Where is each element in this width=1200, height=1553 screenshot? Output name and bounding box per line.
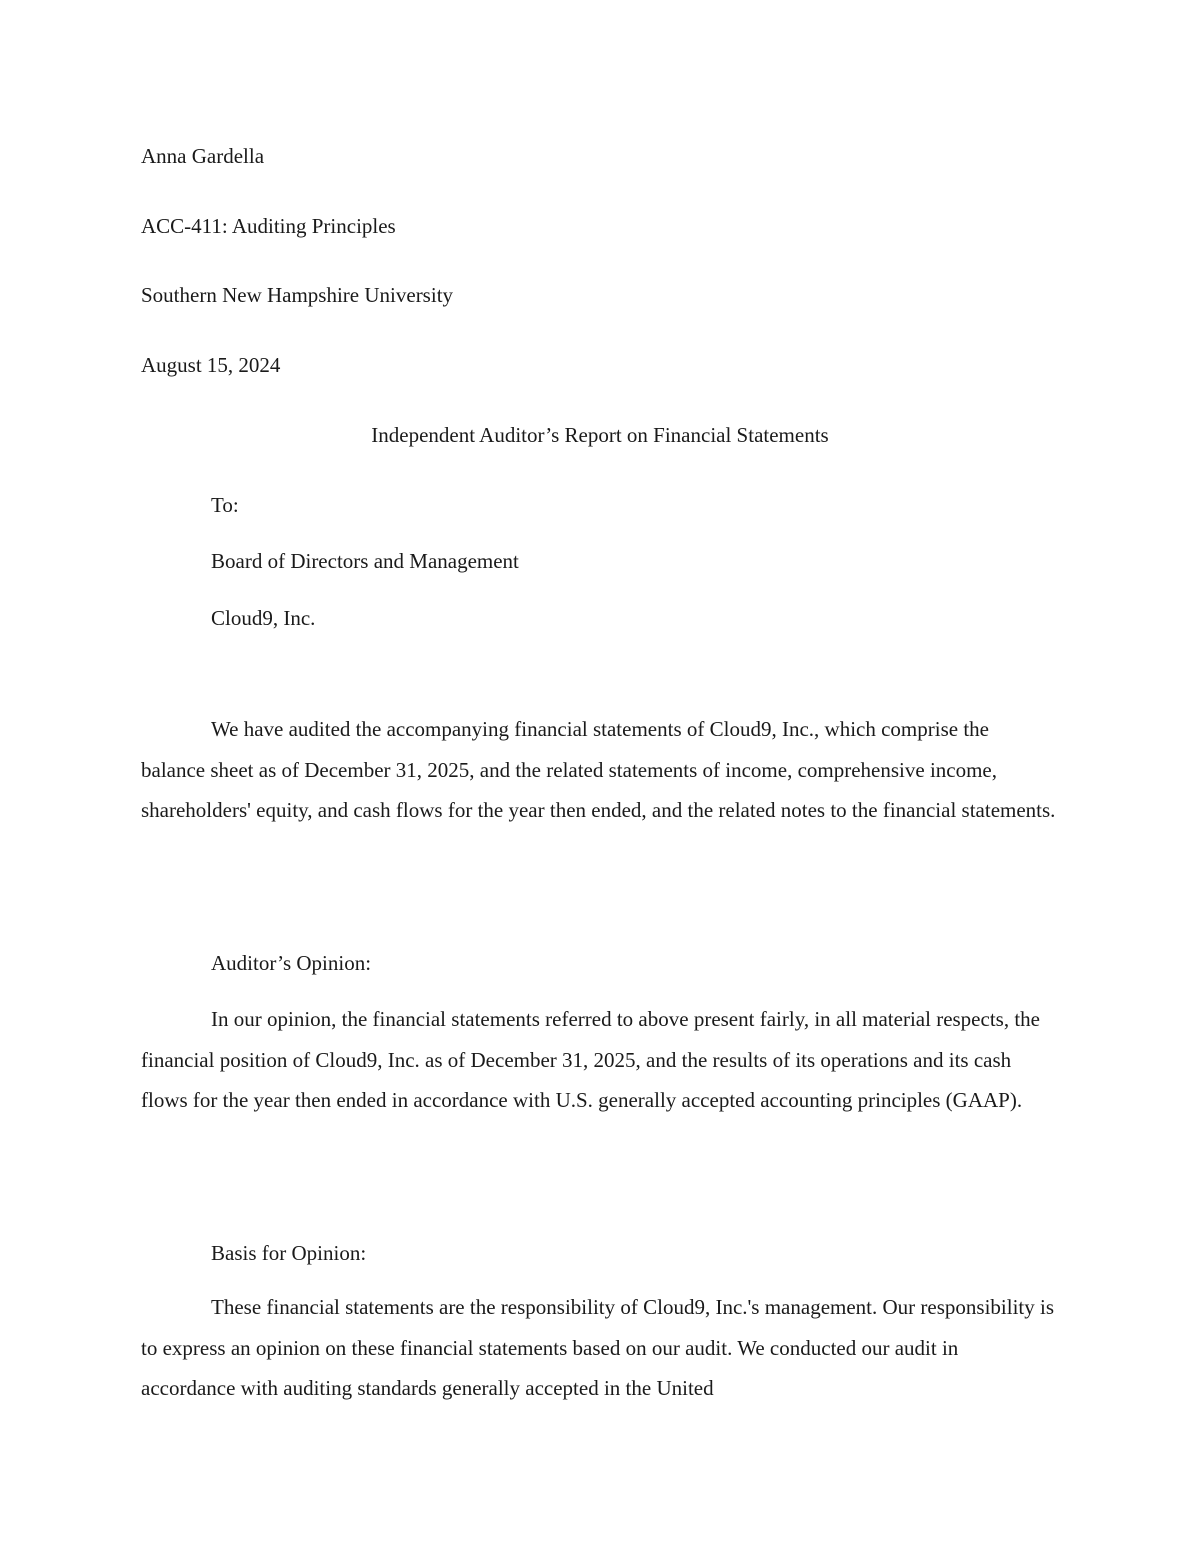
basis-paragraph: These financial statements are the responsibility of Cloud9, Inc.'s management. Our responsibility is to express an opinion on these financial statements based on our audit. We conducted our audit in accordance with auditing standards generally accepted in the United bbox=[141, 1295, 1055, 1400]
course-name: ACC-411: Auditing Principles bbox=[141, 214, 396, 238]
institution-name: Southern New Hampshire University bbox=[141, 283, 454, 307]
intro-paragraph: We have audited the accompanying financial statements of Cloud9, Inc., which comprise the balance sheet as of December 31, 2025, and the related statements of income, comprehensive income, shareholders' equity, and cash flows for the year then ended, and the related notes to the financial statements. bbox=[141, 717, 1056, 822]
addressee-label: To: bbox=[211, 493, 239, 517]
addressee-line-1: Board of Directors and Management bbox=[211, 549, 519, 573]
author-name: Anna Gardella bbox=[141, 144, 265, 168]
basis-heading: Basis for Opinion: bbox=[211, 1241, 367, 1265]
addressee-line-2: Cloud9, Inc. bbox=[211, 606, 316, 630]
opinion-heading: Auditor’s Opinion: bbox=[211, 951, 372, 975]
opinion-paragraph: In our opinion, the financial statements referred to above present fairly, in all material respects, the financial position of Cloud9, Inc. as of December 31, 2025, and the results of its operations and its cash flows for the year then ended in accordance with U.S. generally accepted accounting principles (GAAP). bbox=[141, 1007, 1040, 1112]
report-title: Independent Auditor’s Report on Financial Statements bbox=[371, 423, 829, 447]
document-date: August 15, 2024 bbox=[141, 353, 281, 377]
